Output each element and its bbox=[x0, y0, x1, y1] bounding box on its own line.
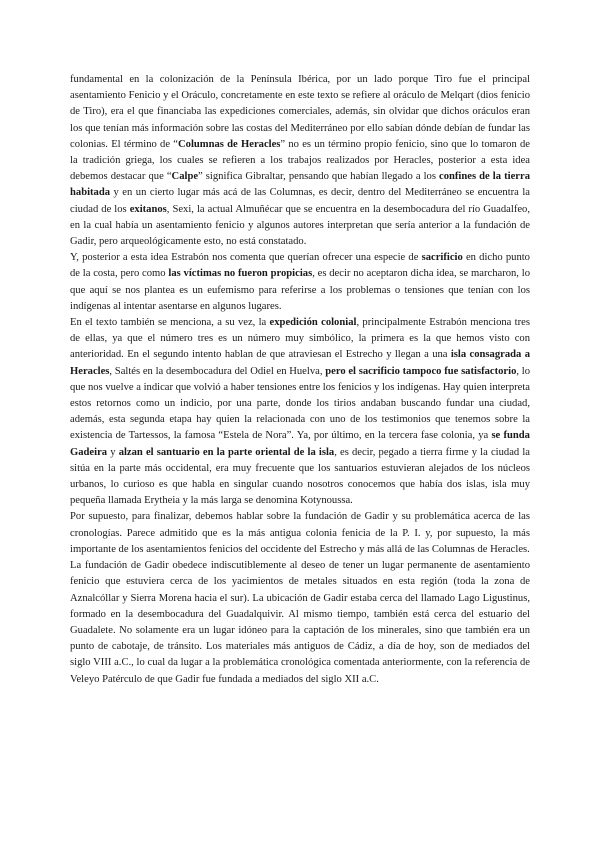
paragraph-2 bbox=[70, 250, 530, 315]
paragraph-1 bbox=[70, 72, 530, 250]
text-run: , Sexi, la actual Almuñécar que se encuentra en la desembocadura del río Guadalfeo, en la cual había un asentamiento fenicio y algunos autores interpretan que sería anterior a la fundación de Gadir, pero arqueológicamente esto, no está constatado. bbox=[70, 203, 531, 248]
bold-term-expedicion-colonial: expedición colonial bbox=[269, 317, 357, 329]
paragraph-3 bbox=[70, 315, 530, 509]
text-run: ” no es un término propio fenicio, sino que lo tomaron de la tradición griega, los cuales se refieren a los trabajos realizados por Heracles, posterior a esta idea debemos destacar que “ bbox=[70, 138, 530, 183]
bold-term-victimas: las víctimas no fueron propicias bbox=[168, 268, 313, 280]
bold-term-se-funda-gadeira: se funda Gadeira bbox=[70, 430, 530, 458]
text-run: en dicho punto de la costa, pero como bbox=[70, 252, 530, 280]
bold-term-calpe: Calpe bbox=[171, 171, 199, 183]
text-run: , es decir, pegado a tierra firme y la ciudad la sitúa en la parte más occidental, era muy frecuente que los santuarios estuvieran alejados de los núcleos urbanos, lo curioso es que habla en singular cuando nosotros conocemos que había dos islas, isla muy pequeña llamada Erytheia y la más larga se denomina Kotynoussa. bbox=[70, 446, 531, 507]
bold-term-columnas-de-heracles: Columnas de Heracles bbox=[178, 138, 281, 150]
document-page bbox=[70, 72, 530, 688]
text-run: , lo que nos vuelve a indicar que volvió a haber tensiones entre los fenicios y los indígenas. Hay quien interpreta estos retornos como un indicio, por una parte, donde los tirios andaban buscando fundar una ciudad, además, esta segunda etapa hay quien la relacionada con uno de los testimonios que tenemos sobre la existencia de Tartessos, la famosa “Estela de Nora”. Ya, por último, en la tercera fase colonia, ya bbox=[70, 365, 530, 442]
text-run: La fundación de Gadir obedece indiscutiblemente al deseo de tener un lugar permanente de asentamiento fenicio que estuviera cerca de los yacimientos de metales situados en esta región (toda la zona de Aznalcóllar y Sierra Morena hacia el sur). La ubicación de Gadir estaba cerca del llamado Lago Ligustinus, formado en la desembocadura del Guadalquivir. Al mismo tiempo, también está cerca del estuario del Guadalete. No solamente era un lugar idóneo para la captación de los minerales, sino que también era un punto de cabotaje, de tránsito. Los materiales más antiguos de Cádiz, a día de hoy, son de mediados del siglo VIII a.C., lo cual da lugar a la problemática cronológica comentada anteriormente, con la referencia de Veleyo Patérculo de que Gadir fue fundada a mediados del siglo XII a.C. bbox=[70, 560, 530, 685]
text-run: fundamental en la colonización de la Península Ibérica, por un lado porque Tiro fue el principal asentamiento Fenicio y el Oráculo, concretamente en este texto se refiere al oráculo de Melqart (dios fenicio de Tiro), era el que financiaba las expediciones comerciales, además, sin olvidar que dichos oráculos eran los que tenían más información sobre las costas del Mediterráneo por ello sabían dónde debían de fundar las colonias. El término de “ bbox=[70, 74, 530, 150]
text-run: y bbox=[107, 446, 119, 458]
text-run: y en un cierto lugar más acá de las Columnas, es decir, dentro del Mediterráneo se encuentra la ciudad de los bbox=[70, 187, 530, 215]
bold-term-isla-consagrada: isla consagrada a Heracles bbox=[70, 349, 530, 377]
bold-term-exitanos: exitanos bbox=[129, 203, 167, 215]
text-run: , Saltés en la desembocadura del Odiel en Huelva, bbox=[109, 365, 326, 377]
bold-term-sacrificio-tampoco: pero el sacrificio tampoco fue satisfactorio bbox=[325, 365, 517, 377]
text-run: , principalmente Estrabón menciona tres de ellas, ya que el número tres es un número muy simbólico, la primera es la que hemos visto con anterioridad. En el segundo intento hablan de que atraviesan el Estrecho y llegan a una bbox=[70, 317, 530, 361]
bold-term-confines: confines de la tierra habitada bbox=[70, 171, 530, 199]
paragraph-5 bbox=[70, 558, 530, 688]
text-run: Y, posterior a esta idea Estrabón nos comenta que querían ofrecer una especie de bbox=[70, 252, 422, 264]
bold-term-sacrificio: sacrificio bbox=[421, 252, 463, 264]
text-run: ” significa Gibraltar, pensando que habían llegado a los bbox=[198, 171, 440, 183]
text-run: , es decir no aceptaron dicha idea, se marcharon, lo que aquí se nos plantea es un eufemismo para referirse a los problemas o tensiones que tenían con los indígenas al intentar asentarse en algunos lugares. bbox=[70, 268, 530, 312]
text-run: En el texto también se menciona, a su vez, la bbox=[70, 317, 270, 329]
bold-term-alzan-el-santuario: alzan el santuario en la parte oriental de la isla bbox=[118, 446, 335, 458]
paragraph-4 bbox=[70, 509, 530, 558]
text-run: Por supuesto, para finalizar, debemos hablar sobre la fundación de Gadir y su problemática acerca de las cronologías. Parece admitido que es la más antigua colonia fenicia de la P. I. y, por supuesto, la más importante de los asentamientos fenicios del occidente del Estrecho y más allá de las Columnas de Heracles. bbox=[70, 511, 530, 555]
